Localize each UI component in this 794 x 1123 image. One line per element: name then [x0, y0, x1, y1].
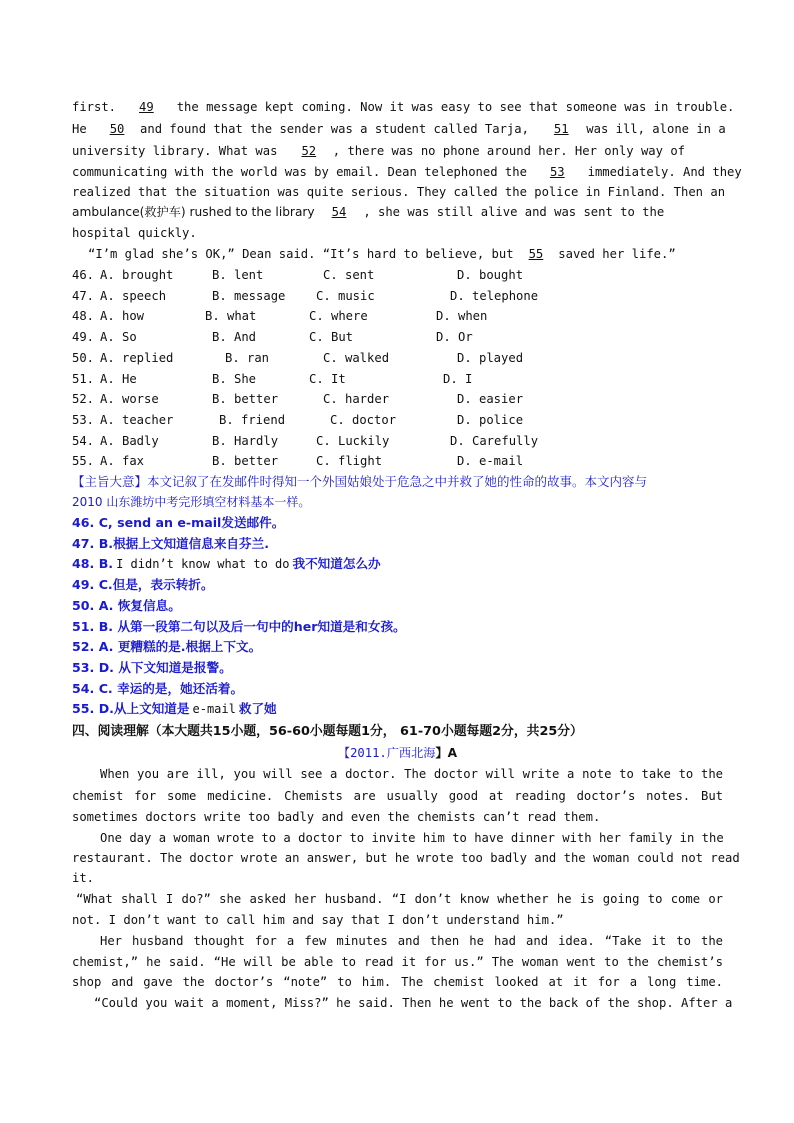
answer-key: 48. B. [72, 556, 114, 572]
option-a: A. how [100, 309, 145, 324]
option-c: C. harder [323, 392, 390, 407]
option-c: C. sent [323, 268, 375, 282]
option-d: D. easier [457, 392, 524, 407]
option-number: 50. [72, 350, 95, 365]
option-c: C. music [316, 288, 375, 303]
option-b: B. message [212, 288, 286, 303]
reading-line: shop and gave the doctor’s “note” to him. The chemist looked at it for a long time. [72, 975, 723, 989]
answer-example: I didn’t know what to do [116, 557, 290, 572]
passage-line: He 50 and found that the sender was a student called Tarja, 51 was ill, alone in a [72, 119, 723, 139]
option-a: A. speech [100, 288, 167, 303]
option-a: A. fax [100, 454, 145, 469]
answer-note: 我不知道怎么办 [292, 556, 381, 572]
option-d: D. Carefully [450, 433, 539, 448]
option-a: A. Badly [100, 433, 159, 448]
option-row [72, 410, 723, 430]
option-row [72, 327, 723, 347]
option-row [72, 306, 723, 326]
option-number: 54. [72, 433, 95, 448]
option-c: C. doctor [330, 412, 397, 427]
answer-line [72, 554, 723, 574]
option-c: C. But [309, 330, 354, 345]
option-row [72, 451, 723, 471]
answer-line [72, 513, 723, 533]
option-d: D. police [457, 412, 524, 427]
answer-line [72, 658, 723, 678]
option-number: 48. [72, 309, 95, 324]
option-b: B. friend [219, 412, 286, 427]
option-a: A. So [100, 330, 137, 345]
option-b: B. ran [225, 350, 270, 365]
option-c: C. It [309, 371, 346, 386]
answer-key: 55. D.从上文知道是 [72, 701, 190, 717]
answer-key: 51. B. 从第一段第二句以及后一句中的her知道是和女孩。 [72, 618, 406, 634]
reading-line: Her husband thought for a few minutes and then he had and idea. “Take it to the [100, 934, 723, 948]
option-number: 47. [72, 288, 95, 303]
option-number: 53. [72, 412, 95, 427]
blank-54: 54 [331, 205, 347, 219]
answer-key: 47. B.根据上文知道信息来自芬兰. [72, 535, 269, 551]
reading-line: sometimes doctors write too badly and even the chemists can’t read them. [72, 810, 601, 824]
option-b: B. lent [212, 268, 264, 282]
option-c: C. where [309, 309, 368, 324]
option-number: 49. [72, 330, 95, 345]
answer-line [72, 679, 723, 699]
option-b: B. She [212, 371, 257, 386]
reading-line: “What shall I do?” she asked her husband. “I don’t know whether he is going to come or [76, 892, 723, 906]
passage-line: first. 49 the message kept coming. Now it was easy to see that someone was in trouble. [72, 97, 723, 117]
reading-line: it. [72, 871, 95, 885]
option-b: B. Hardly [212, 433, 279, 448]
reading-line: chemist for some medicine. Chemists are usually good at reading doctor’s notes. But [72, 789, 723, 803]
reading-line: One day a woman wrote to a doctor to invite him to have dinner with her family in the [100, 831, 724, 845]
option-c: C. Luckily [316, 433, 390, 448]
option-d: D. when [436, 309, 488, 324]
option-row [72, 369, 723, 389]
option-row [72, 265, 723, 285]
option-row [72, 348, 723, 368]
option-a: A. He [100, 371, 137, 386]
option-d: D. telephone [450, 288, 539, 303]
answer-key: 53. D. 从下文知道是报警。 [72, 659, 232, 675]
blank-51: 51 [553, 122, 569, 136]
section-heading: 四、阅读理解（本大题共15小题，56-60小题每题1分， 61-70小题每题2分，共25分） [72, 724, 583, 739]
passage-line: hospital quickly. [72, 226, 197, 240]
option-a: A. worse [100, 392, 159, 407]
blank-49: 49 [139, 100, 154, 114]
answer-key: 50. A. 恢复信息。 [72, 597, 181, 613]
answer-line [72, 637, 723, 657]
option-b: B. And [212, 330, 257, 345]
option-row [72, 389, 723, 409]
answer-key: 52. A. 更糟糕的是.根据上下文。 [72, 639, 262, 655]
option-number: 51. [72, 371, 95, 386]
passage-line: ambulance(救护车) rushed to the library 54 , she was still alive and was sent to the [72, 202, 723, 222]
blank-50: 50 [109, 122, 125, 136]
summary-line: 2010 山东潍坊中考完形填空材料基本一样。 [72, 495, 311, 509]
option-d: D. bought [457, 268, 524, 282]
answer-line [72, 534, 723, 554]
option-a: A. teacher [100, 412, 174, 427]
option-b: B. better [212, 392, 279, 407]
passage-line: realized that the situation was quite serious. They called the police in Finland. Then an [72, 185, 726, 199]
option-b: B. better [212, 454, 279, 469]
blank-52: 52 [301, 144, 317, 158]
option-d: D. e-mail [457, 454, 524, 469]
summary-line: 【主旨大意】本文记叙了在发邮件时得知一个外国姑娘处于危急之中并救了她的性命的故事。本文内容与 [72, 474, 648, 489]
answer-example: e-mail [192, 702, 236, 717]
option-c: C. flight [316, 454, 383, 469]
option-a: A. replied [100, 350, 174, 365]
option-d: D. I [443, 371, 473, 386]
answer-line [72, 596, 723, 616]
reading-line: chemist,” he said. “He will be able to read it for us.” The woman went to the chemist’s [72, 955, 723, 969]
answer-line [72, 699, 723, 719]
answer-key: 49. C.但是，表示转折。 [72, 577, 214, 593]
blank-55: 55 [528, 247, 544, 261]
answer-key: 46. C, send an e-mail发送邮件。 [72, 515, 285, 530]
reading-line: When you are ill, you will see a doctor. The doctor will write a note to take to the [100, 767, 723, 781]
reading-line: restaurant. The doctor wrote an answer, but he wrote too badly and the woman could not read [72, 851, 740, 865]
answer-line [72, 575, 723, 595]
reading-line: “Could you wait a moment, Miss?” he said. Then he went to the back of the shop. After a [94, 996, 733, 1010]
option-b: B. what [205, 309, 257, 324]
option-row [72, 431, 723, 451]
option-row [72, 286, 723, 306]
option-d: D. Or [436, 330, 473, 345]
option-number: 52. [72, 392, 95, 407]
option-number: 46. [72, 268, 95, 282]
source-tag: 【2011.广西北海】A [337, 746, 458, 760]
option-d: D. played [457, 350, 524, 365]
option-c: C. walked [323, 350, 390, 365]
passage-line: communicating with the world was by email. Dean telephoned the 53 immediately. And they [72, 162, 723, 182]
answer-key: 54. C. 幸运的是，她还活着。 [72, 680, 244, 696]
reading-line: not. I don’t want to call him and say that I don’t understand him.” [72, 913, 564, 927]
answer-note: 救了她 [238, 701, 277, 717]
passage-line: “I’m glad she’s OK,” Dean said. “It’s hard to believe, but 55 saved her life.” [88, 244, 688, 264]
option-a: A. brought [100, 268, 174, 282]
blank-53: 53 [549, 165, 565, 179]
passage-line: university library. What was 52 , there was no phone around her. Her only way of [72, 141, 723, 161]
answer-line [72, 617, 723, 637]
option-number: 55. [72, 454, 95, 469]
